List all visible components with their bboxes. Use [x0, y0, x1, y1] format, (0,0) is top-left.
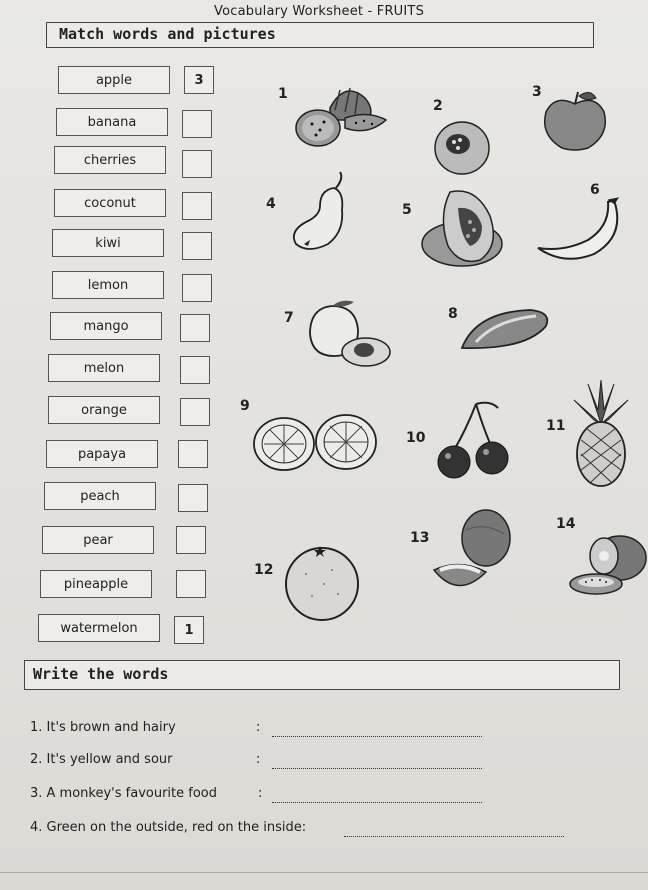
match-section-header [46, 22, 594, 48]
picture-number-14: 14 [556, 516, 576, 532]
papaya-picture [420, 186, 506, 272]
picture-number-7: 7 [284, 310, 294, 326]
word-box-coconut: coconut [54, 189, 166, 217]
answer-box-melon[interactable] [180, 356, 210, 384]
picture-number-3: 3 [532, 84, 542, 100]
write-header-text: Write the words [33, 665, 169, 683]
word-box-pineapple: pineapple [40, 570, 152, 598]
question-3-text: 3. A monkey's favourite food [30, 786, 218, 801]
question-3 [30, 786, 217, 801]
word-box-lemon: lemon [52, 271, 164, 299]
question-2-colon: : [256, 752, 261, 767]
word-box-melon: melon [48, 354, 160, 382]
picture-number-5: 5 [402, 202, 412, 218]
answer-box-pineapple[interactable] [176, 570, 206, 598]
answer-box-kiwi[interactable] [182, 232, 212, 260]
word-box-pear: pear [42, 526, 154, 554]
answer-box-cherries[interactable] [182, 150, 212, 178]
word-box-watermelon: watermelon [38, 614, 160, 642]
answer-line-1[interactable] [272, 724, 482, 737]
picture-number-8: 8 [448, 306, 458, 322]
kiwi-picture [566, 532, 648, 600]
question-4 [30, 820, 306, 835]
picture-number-10: 10 [406, 430, 426, 446]
mango-picture [456, 306, 556, 358]
word-box-mango: mango [50, 312, 162, 340]
answer-box-coconut[interactable] [182, 192, 212, 220]
word-box-papaya: papaya [46, 440, 158, 468]
write-section-header [24, 660, 620, 690]
pear-picture [284, 170, 354, 252]
lemon-picture [250, 410, 380, 476]
question-2-text: 2. It's yellow and sour [30, 752, 173, 767]
word-box-orange: orange [48, 396, 160, 424]
question-2 [30, 752, 172, 767]
question-3-colon: : [258, 786, 263, 801]
answer-line-3[interactable] [272, 790, 482, 803]
answer-box-banana[interactable] [182, 110, 212, 138]
word-box-banana: banana [56, 108, 168, 136]
picture-number-12: 12 [254, 562, 274, 578]
watermelon-picture [290, 80, 390, 150]
cherries-picture [436, 400, 520, 484]
picture-number-13: 13 [410, 530, 430, 546]
answer-box-pear[interactable] [176, 526, 206, 554]
worksheet-title: Vocabulary Worksheet - FRUITS [214, 4, 425, 19]
word-box-cherries: cherries [54, 146, 166, 174]
answer-box-lemon[interactable] [182, 274, 212, 302]
answer-box-watermelon[interactable]: 1 [174, 616, 204, 644]
picture-number-6: 6 [590, 182, 600, 198]
word-box-apple: apple [58, 66, 170, 94]
banana-picture [534, 196, 626, 264]
answer-box-orange[interactable] [180, 398, 210, 426]
question-1-text: 1. It's brown and hairy [30, 720, 176, 735]
answer-box-peach[interactable] [178, 484, 208, 512]
picture-number-1: 1 [278, 86, 288, 102]
word-box-kiwi: kiwi [52, 229, 164, 257]
answer-line-4[interactable] [344, 824, 564, 837]
question-1 [30, 720, 176, 735]
answer-line-2[interactable] [272, 756, 482, 769]
orange-picture [282, 544, 364, 624]
coconut-picture [430, 508, 518, 598]
picture-number-11: 11 [546, 418, 566, 434]
answer-box-apple[interactable]: 3 [184, 66, 214, 94]
match-header-text: Match words and pictures [59, 25, 276, 43]
cut-fruit-2-picture [432, 118, 496, 178]
word-box-peach: peach [44, 482, 156, 510]
peach-picture [302, 298, 398, 372]
question-4-text: 4. Green on the outside, red on the inside: [30, 820, 307, 835]
pineapple-picture [568, 380, 634, 488]
question-1-colon: : [256, 720, 261, 735]
page-bottom-rule [0, 872, 648, 873]
picture-number-2: 2 [433, 98, 443, 114]
answer-box-mango[interactable] [180, 314, 210, 342]
picture-number-4: 4 [266, 196, 276, 212]
picture-number-9: 9 [240, 398, 250, 414]
apple-picture [540, 90, 610, 152]
answer-box-papaya[interactable] [178, 440, 208, 468]
